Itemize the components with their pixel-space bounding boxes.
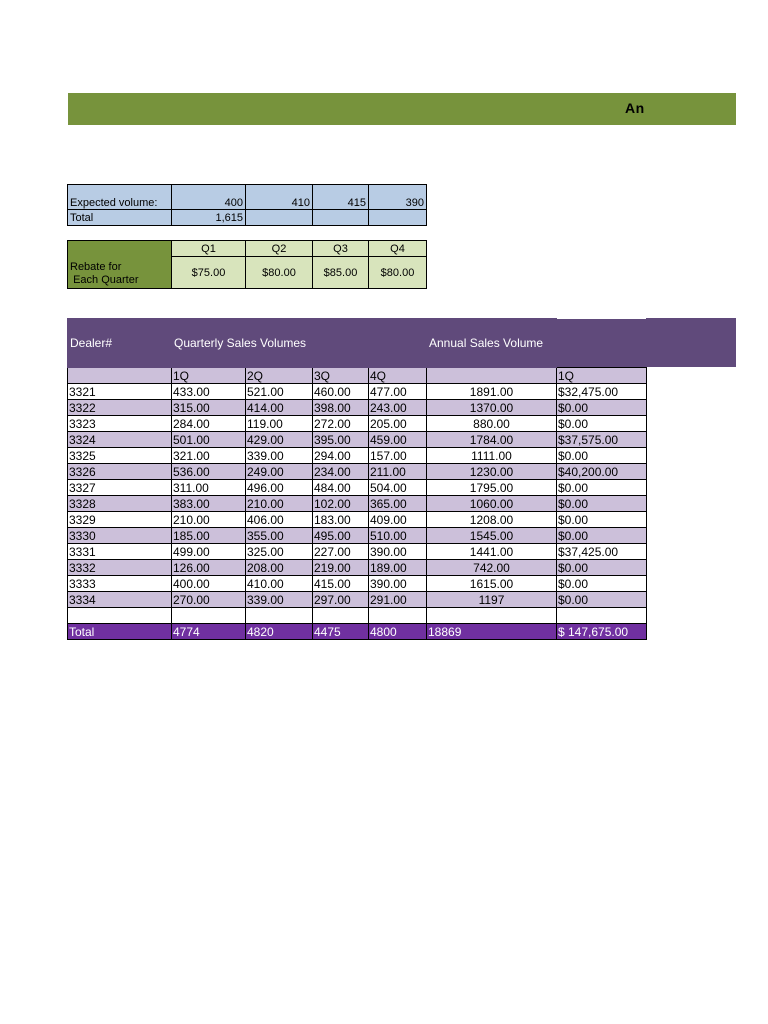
- q3-volume[interactable]: 460.00: [313, 384, 369, 400]
- rebate-label[interactable]: [68, 241, 172, 289]
- q1-volume[interactable]: 501.00: [172, 432, 246, 448]
- annual-volume[interactable]: 1891.00: [427, 384, 557, 400]
- quarterly-header[interactable]: Quarterly Sales Volumes: [172, 319, 427, 368]
- rebate-amount[interactable]: $0.00: [557, 416, 647, 432]
- q4-volume[interactable]: 291.00: [369, 592, 427, 608]
- expected-volume-q4[interactable]: 390: [369, 185, 427, 210]
- q4-volume[interactable]: 211.00: [369, 464, 427, 480]
- empty-cell[interactable]: [427, 608, 557, 624]
- dealer-id[interactable]: 3326: [68, 464, 172, 480]
- q3-volume[interactable]: 102.00: [313, 496, 369, 512]
- rebate-value-q4[interactable]: $80.00: [369, 257, 427, 289]
- q3-volume[interactable]: 484.00: [313, 480, 369, 496]
- rebate-amount[interactable]: $32,475.00: [557, 384, 647, 400]
- empty-cell[interactable]: [557, 608, 647, 624]
- q4-volume[interactable]: 205.00: [369, 416, 427, 432]
- q1-volume[interactable]: 499.00: [172, 544, 246, 560]
- empty-cell[interactable]: [246, 210, 313, 226]
- q2-volume[interactable]: 339.00: [246, 448, 313, 464]
- total-label[interactable]: Total: [68, 210, 172, 226]
- rebate-header-q4[interactable]: Q4: [369, 241, 427, 257]
- table-row: [68, 448, 647, 464]
- q4-volume[interactable]: 510.00: [369, 528, 427, 544]
- rebate-header-q1[interactable]: Q1: [172, 241, 246, 257]
- q3-volume[interactable]: 294.00: [313, 448, 369, 464]
- subheader-rebate-1q[interactable]: 1Q: [557, 368, 647, 384]
- rebate-amount[interactable]: $37,575.00: [557, 432, 647, 448]
- dealer-id[interactable]: 3330: [68, 528, 172, 544]
- rebate-label-line1: Rebate for: [70, 261, 122, 273]
- annual-volume[interactable]: 1370.00: [427, 400, 557, 416]
- expected-volume-q1[interactable]: 400: [172, 185, 246, 210]
- annual-volume[interactable]: 1208.00: [427, 512, 557, 528]
- table-row: [68, 560, 647, 576]
- expected-volume-q3[interactable]: 415: [313, 185, 369, 210]
- annual-volume[interactable]: 1060.00: [427, 496, 557, 512]
- q1-volume[interactable]: 383.00: [172, 496, 246, 512]
- q2-volume[interactable]: 355.00: [246, 528, 313, 544]
- rebate-amount[interactable]: $37,425.00: [557, 544, 647, 560]
- dealer-id[interactable]: 3331: [68, 544, 172, 560]
- dealer-id[interactable]: 3334: [68, 592, 172, 608]
- q4-volume[interactable]: 189.00: [369, 560, 427, 576]
- expected-volume-q2[interactable]: 410: [246, 185, 313, 210]
- rebate-amount[interactable]: $0.00: [557, 528, 647, 544]
- rebate-header-q2[interactable]: Q2: [246, 241, 313, 257]
- dealer-id[interactable]: 3321: [68, 384, 172, 400]
- annual-volume[interactable]: 880.00: [427, 416, 557, 432]
- dealer-table-header: [68, 319, 647, 368]
- rebate-label-line2: Each Quarter: [73, 274, 139, 286]
- table-row: [68, 400, 647, 416]
- q3-volume[interactable]: 227.00: [313, 544, 369, 560]
- subheader-3q[interactable]: 3Q: [313, 368, 369, 384]
- q3-volume[interactable]: 219.00: [313, 560, 369, 576]
- q1-volume[interactable]: 284.00: [172, 416, 246, 432]
- q1-volume[interactable]: 185.00: [172, 528, 246, 544]
- total-q3[interactable]: 4475: [313, 624, 369, 640]
- annual-volume[interactable]: 1111.00: [427, 448, 557, 464]
- subheader-cell[interactable]: [68, 368, 172, 384]
- q2-volume[interactable]: 208.00: [246, 560, 313, 576]
- subheader-4q[interactable]: 4Q: [369, 368, 427, 384]
- rebate-amount[interactable]: $0.00: [557, 512, 647, 528]
- annual-header[interactable]: Annual Sales Volume: [427, 319, 557, 368]
- q4-volume[interactable]: 390.00: [369, 544, 427, 560]
- expected-volume-label[interactable]: Expected volume:: [68, 185, 172, 210]
- header-band-extension: [646, 318, 736, 367]
- annual-volume[interactable]: 1230.00: [427, 464, 557, 480]
- subheader-annual[interactable]: [427, 368, 557, 384]
- annual-volume[interactable]: 1615.00: [427, 576, 557, 592]
- q1-volume[interactable]: 536.00: [172, 464, 246, 480]
- q1-volume[interactable]: 400.00: [172, 576, 246, 592]
- table-row: [68, 576, 647, 592]
- q1-volume[interactable]: 210.00: [172, 512, 246, 528]
- table-row: [68, 384, 647, 400]
- annual-volume[interactable]: 1784.00: [427, 432, 557, 448]
- q3-volume[interactable]: 297.00: [313, 592, 369, 608]
- rebate-amount[interactable]: $0.00: [557, 576, 647, 592]
- q2-volume[interactable]: 339.00: [246, 592, 313, 608]
- q4-volume[interactable]: 157.00: [369, 448, 427, 464]
- total-q2[interactable]: 4820: [246, 624, 313, 640]
- dealer-id[interactable]: 3333: [68, 576, 172, 592]
- dealer-sales-table: [67, 318, 647, 640]
- total-q1[interactable]: 4774: [172, 624, 246, 640]
- q4-volume[interactable]: 459.00: [369, 432, 427, 448]
- q3-volume[interactable]: 415.00: [313, 576, 369, 592]
- q2-volume[interactable]: 210.00: [246, 496, 313, 512]
- q2-volume[interactable]: 406.00: [246, 512, 313, 528]
- annual-volume[interactable]: 1441.00: [427, 544, 557, 560]
- q1-volume[interactable]: 126.00: [172, 560, 246, 576]
- q2-volume[interactable]: 429.00: [246, 432, 313, 448]
- q3-volume[interactable]: 183.00: [313, 512, 369, 528]
- q4-volume[interactable]: 390.00: [369, 576, 427, 592]
- rebate-value-q3[interactable]: $85.00: [313, 257, 369, 289]
- rebate-amount[interactable]: $40,200.00: [557, 464, 647, 480]
- q2-volume[interactable]: 249.00: [246, 464, 313, 480]
- empty-cell[interactable]: [313, 210, 369, 226]
- q3-volume[interactable]: 495.00: [313, 528, 369, 544]
- total-value[interactable]: 1,615: [172, 210, 246, 226]
- total-label[interactable]: Total: [68, 624, 172, 640]
- banner-title: An: [625, 100, 645, 116]
- annual-volume[interactable]: 742.00: [427, 560, 557, 576]
- subheader-2q[interactable]: 2Q: [246, 368, 313, 384]
- total-rebate[interactable]: $ 147,675.00: [557, 624, 647, 640]
- dealer-id[interactable]: 3323: [68, 416, 172, 432]
- dealer-id[interactable]: 3332: [68, 560, 172, 576]
- empty-cell[interactable]: [68, 608, 172, 624]
- total-annual[interactable]: 18869: [427, 624, 557, 640]
- empty-cell[interactable]: [369, 210, 427, 226]
- empty-cell[interactable]: [369, 608, 427, 624]
- q2-volume[interactable]: 325.00: [246, 544, 313, 560]
- q1-volume[interactable]: 270.00: [172, 592, 246, 608]
- q3-volume[interactable]: 234.00: [313, 464, 369, 480]
- table-row: [68, 432, 647, 448]
- dealer-id[interactable]: 3329: [68, 512, 172, 528]
- rebate-amount[interactable]: $0.00: [557, 448, 647, 464]
- rebate-amount[interactable]: $0.00: [557, 480, 647, 496]
- table-row: [68, 592, 647, 608]
- table-row: [68, 496, 647, 512]
- q4-volume[interactable]: 504.00: [369, 480, 427, 496]
- empty-cell[interactable]: [172, 608, 246, 624]
- annual-volume[interactable]: 1545.00: [427, 528, 557, 544]
- dealer-id[interactable]: 3322: [68, 400, 172, 416]
- annual-volume[interactable]: 1795.00: [427, 480, 557, 496]
- q3-volume[interactable]: 272.00: [313, 416, 369, 432]
- rebate-amount[interactable]: $0.00: [557, 560, 647, 576]
- rebate-amount[interactable]: $0.00: [557, 592, 647, 608]
- blank-row: [68, 608, 647, 624]
- q1-volume[interactable]: 433.00: [172, 384, 246, 400]
- table-row: [68, 512, 647, 528]
- expected-volume-table: [67, 184, 427, 226]
- q3-volume[interactable]: 398.00: [313, 400, 369, 416]
- empty-cell[interactable]: [246, 608, 313, 624]
- q1-volume[interactable]: 315.00: [172, 400, 246, 416]
- rebate-amount[interactable]: $0.00: [557, 400, 647, 416]
- q2-volume[interactable]: 119.00: [246, 416, 313, 432]
- q4-volume[interactable]: 243.00: [369, 400, 427, 416]
- q1-volume[interactable]: 321.00: [172, 448, 246, 464]
- q2-volume[interactable]: 496.00: [246, 480, 313, 496]
- empty-header-cell[interactable]: [557, 319, 647, 368]
- q2-volume[interactable]: 414.00: [246, 400, 313, 416]
- q3-volume[interactable]: 395.00: [313, 432, 369, 448]
- table-row: [68, 464, 647, 480]
- quarter-subheader-row: [68, 368, 647, 384]
- dealer-id[interactable]: 3328: [68, 496, 172, 512]
- rebate-header-q3[interactable]: Q3: [313, 241, 369, 257]
- annual-volume[interactable]: 1197: [427, 592, 557, 608]
- dealer-header[interactable]: Dealer#: [68, 319, 172, 368]
- rebate-amount[interactable]: $0.00: [557, 496, 647, 512]
- q4-volume[interactable]: 409.00: [369, 512, 427, 528]
- q2-volume[interactable]: 521.00: [246, 384, 313, 400]
- empty-cell[interactable]: [313, 608, 369, 624]
- rebate-value-q1[interactable]: $75.00: [172, 257, 246, 289]
- q4-volume[interactable]: 365.00: [369, 496, 427, 512]
- q1-volume[interactable]: 311.00: [172, 480, 246, 496]
- dealer-id[interactable]: 3324: [68, 432, 172, 448]
- table-row: [68, 416, 647, 432]
- total-row: [68, 624, 647, 640]
- table-row: [68, 528, 647, 544]
- dealer-id[interactable]: 3327: [68, 480, 172, 496]
- subheader-1q[interactable]: 1Q: [172, 368, 246, 384]
- q4-volume[interactable]: 477.00: [369, 384, 427, 400]
- dealer-id[interactable]: 3325: [68, 448, 172, 464]
- rebate-table: [67, 240, 427, 289]
- rebate-value-q2[interactable]: $80.00: [246, 257, 313, 289]
- total-q4[interactable]: 4800: [369, 624, 427, 640]
- table-row: [68, 480, 647, 496]
- table-row: [68, 544, 647, 560]
- q2-volume[interactable]: 410.00: [246, 576, 313, 592]
